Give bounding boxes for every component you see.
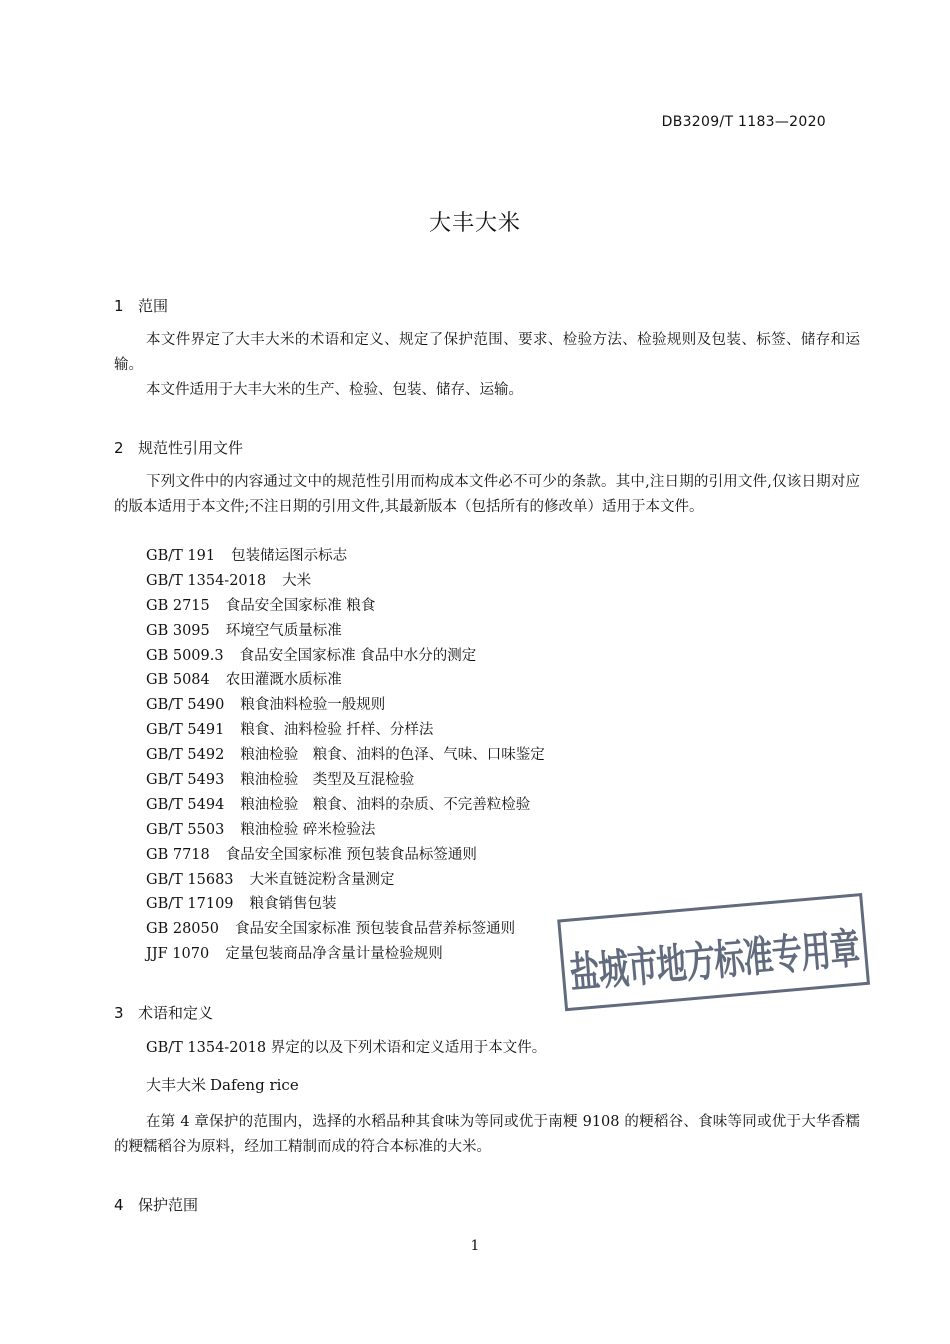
section-title: 范围 — [138, 297, 169, 315]
reference-code: GB/T 5492 — [146, 747, 225, 764]
reference-item — [146, 693, 545, 718]
section-number: 4 — [114, 1196, 124, 1214]
section-title: 术语和定义 — [138, 1004, 214, 1022]
section-number: 1 — [114, 297, 124, 315]
reference-title: 食品安全国家标准 预包装食品营养标签通则 — [234, 921, 516, 938]
reference-code: GB/T 5491 — [146, 722, 225, 739]
document-title: 大丰大米 — [428, 211, 521, 236]
reference-title: 粮食销售包装 — [249, 896, 337, 913]
section-1-paragraph-1: 本文件界定了大丰大米的术语和定义、规定了保护范围、要求、检验方法、检验规则及包装、标签、储存和运输。 — [114, 332, 860, 373]
section-1-heading — [114, 295, 168, 316]
reference-item — [146, 818, 545, 843]
section-3-intro: GB/T 1354-2018 界定的以及下列术语和定义适用于本文件。 — [146, 1040, 547, 1056]
section-2-intro: 下列文件中的内容通过文中的规范性引用而构成本文件必不可少的条款。其中,注日期的引用文件,仅该日期对应的版本适用于本文件;不注日期的引用文件,其最新版本（包括所有的修改单）适用于本文件。 — [114, 474, 860, 515]
section-number: 3 — [114, 1004, 124, 1022]
reference-list — [146, 544, 545, 967]
reference-code: GB/T 1354-2018 — [146, 572, 267, 589]
reference-code: GB 5084 — [146, 672, 210, 689]
official-seal-stamp — [557, 893, 875, 1043]
reference-code: JJF 1070 — [146, 946, 210, 963]
reference-title: 粮油检验 碎米检验法 — [240, 821, 376, 838]
section-title: 规范性引用文件 — [138, 439, 244, 457]
reference-item — [146, 768, 545, 793]
reference-title: 农田灌溉水质标准 — [225, 672, 342, 689]
term-chinese: 大丰大米 — [146, 1076, 207, 1094]
reference-code: GB 7718 — [146, 846, 210, 863]
document-code: DB3209/T 1183—2020 — [661, 114, 826, 130]
section-title: 保护范围 — [138, 1196, 199, 1214]
reference-item — [146, 544, 545, 569]
term-definition: 在第 4 章保护的范围内，选择的水稻品种其食味为等同或优于南粳 9108 的粳稻谷、食味等同或优于大华香糯的粳糯稻谷为原料，经加工精制而成的符合本标准的大米。 — [114, 1114, 860, 1155]
reference-title: 食品安全国家标准 食品中水分的测定 — [239, 647, 477, 664]
section-3-heading — [114, 1002, 213, 1023]
reference-code: GB/T 5493 — [146, 772, 225, 789]
reference-code: GB 5009.3 — [146, 647, 224, 664]
reference-item — [146, 743, 545, 768]
reference-code: GB/T 5490 — [146, 697, 225, 714]
reference-code: GB 28050 — [146, 921, 219, 938]
page-number: 1 — [470, 1238, 480, 1254]
reference-title: 大米直链淀粉含量测定 — [249, 871, 395, 888]
reference-item — [146, 569, 545, 594]
reference-item — [146, 917, 545, 942]
reference-title: 食品安全国家标准 预包装食品标签通则 — [225, 846, 477, 863]
reference-code: GB/T 17109 — [146, 896, 234, 913]
reference-title: 大米 — [282, 572, 312, 589]
stamp-text: 盐城市地方标准专用章 — [567, 924, 862, 999]
reference-code: GB/T 191 — [146, 548, 216, 564]
reference-code: GB/T 5503 — [146, 821, 225, 838]
reference-title: 包装储运图示标志 — [231, 548, 348, 564]
reference-code: GB/T 5494 — [146, 796, 225, 813]
reference-item — [146, 942, 545, 967]
reference-title: 粮食、油料检验 扦样、分样法 — [240, 722, 434, 739]
reference-item — [146, 594, 545, 619]
reference-item — [146, 668, 545, 693]
reference-item — [146, 868, 545, 893]
reference-item — [146, 619, 545, 644]
reference-code: GB 2715 — [146, 597, 210, 614]
reference-item — [146, 843, 545, 868]
reference-item — [146, 644, 545, 669]
reference-item — [146, 793, 545, 818]
section-4-heading — [114, 1194, 198, 1215]
reference-title: 粮食油料检验一般规则 — [240, 697, 386, 714]
reference-item — [146, 892, 545, 917]
term-heading — [146, 1074, 299, 1095]
reference-code: GB 3095 — [146, 622, 210, 639]
section-number: 2 — [114, 439, 124, 457]
reference-title: 定量包装商品净含量计量检验规则 — [225, 946, 443, 963]
reference-title: 环境空气质量标准 — [225, 622, 342, 639]
reference-title: 粮油检验 粮食、油料的色泽、气味、口味鉴定 — [240, 747, 545, 764]
section-2-heading — [114, 437, 243, 458]
reference-code: GB/T 15683 — [146, 871, 234, 888]
section-1-paragraph-2: 本文件适用于大丰大米的生产、检验、包装、储存、运输。 — [146, 382, 523, 398]
reference-title: 粮油检验 类型及互混检验 — [240, 772, 415, 789]
reference-title: 粮油检验 粮食、油料的杂质、不完善粒检验 — [240, 796, 531, 813]
term-english: Dafeng rice — [210, 1076, 299, 1094]
reference-title: 食品安全国家标准 粮食 — [225, 597, 376, 614]
reference-item — [146, 718, 545, 743]
